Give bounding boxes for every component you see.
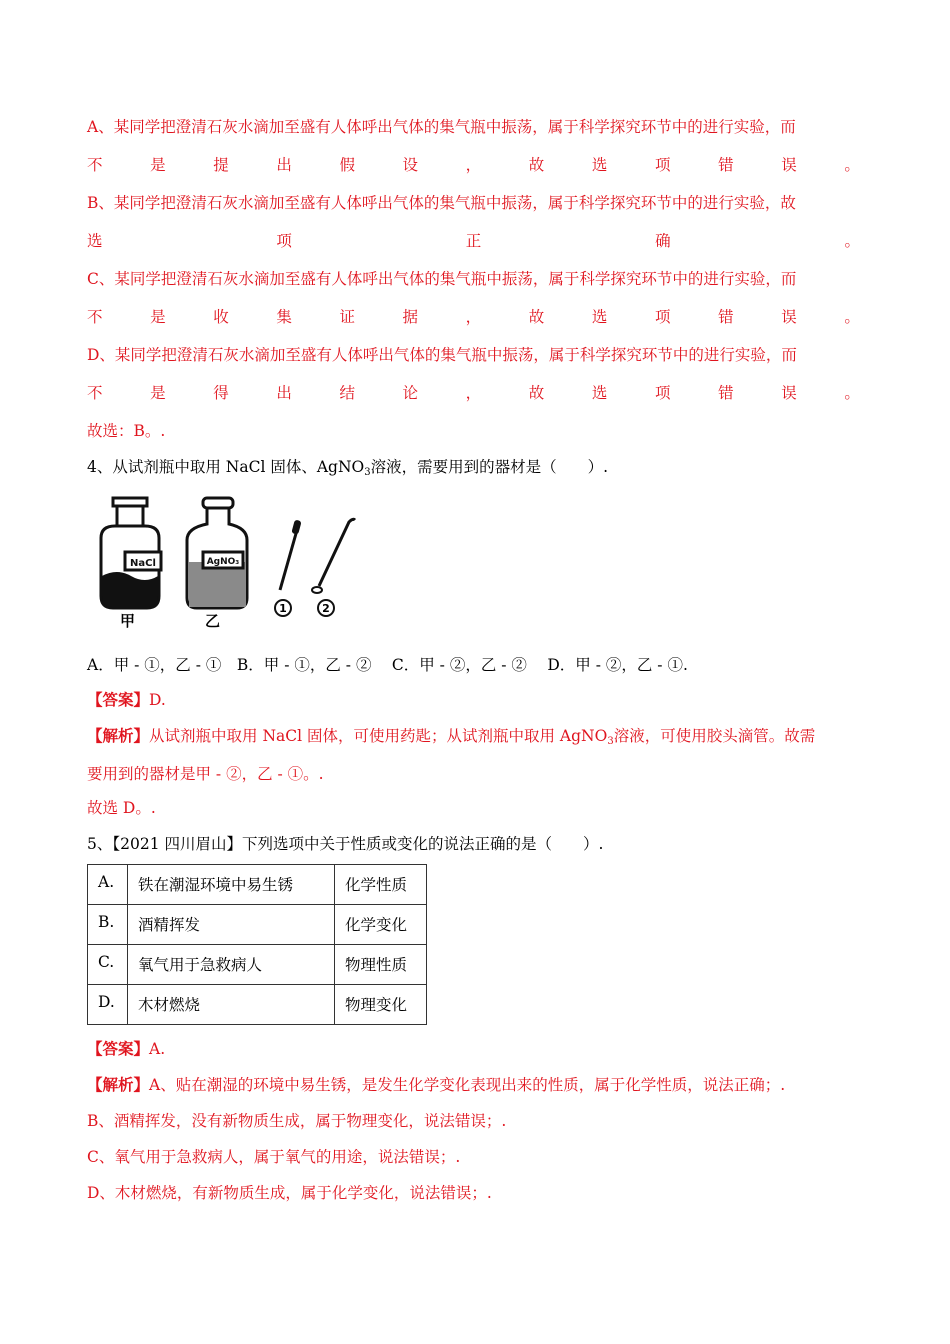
q4-answer: 【答案】D.	[87, 690, 166, 709]
q3-option-d-line1: D、某同学把澄清石灰水滴加至盛有人体呼出气体的集气瓶中振荡，属于科学探究环节中的进行实验，而	[87, 346, 797, 364]
q5-answer: 【答案】A.	[87, 1039, 166, 1058]
table-row: B. 酒精挥发 化学变化	[88, 905, 427, 945]
q3-option-b-line1: B、某同学把澄清石灰水滴加至盛有人体呼出气体的集气瓶中振荡，属于科学探究环节中的进行实验，故	[87, 194, 796, 212]
q4-conclusion: 故选 D。.	[87, 799, 156, 817]
analysis-tag: 【解析】	[87, 1075, 150, 1094]
svg-text:NaCl: NaCl	[130, 558, 156, 569]
q4-stem: 4、从试剂瓶中取用 NaCl 固体、AgNO$_3$溶液，需要用到的器材是（ ）.	[87, 458, 609, 478]
svg-text:1: 1	[279, 602, 287, 615]
q3-option-c-line1: C、某同学把澄清石灰水滴加至盛有人体呼出气体的集气瓶中振荡，属于科学探究环节中的进行实验，而	[87, 270, 797, 288]
table-row: D. 木材燃烧 物理变化	[88, 985, 427, 1025]
analysis-tag: 【解析】	[87, 726, 150, 745]
q4-analysis-line2: 要用到的器材是甲 - ②，乙 - ①。.	[87, 765, 324, 783]
q3-option-c-line2: 不 是 收 集 证 据 ， 故 选 项 错 误 。	[87, 308, 860, 326]
bottle-jia-caption: 甲	[120, 612, 136, 630]
table-row: A. 铁在潮湿环境中易生锈 化学性质	[88, 865, 427, 905]
q4-apparatus-figure	[87, 490, 362, 635]
bottle-yi-caption: 乙	[205, 612, 221, 630]
q3-option-a-line1: A、某同学把澄清石灰水滴加至盛有人体呼出气体的集气瓶中振荡，属于科学探究环节中的进行实验，而	[87, 118, 796, 136]
q5-options-table	[87, 864, 427, 1025]
q5-stem: 5、【2021 四川眉山】下列选项中关于性质或变化的说法正确的是（ ）.	[87, 835, 604, 853]
spatula-icon	[312, 519, 355, 616]
q3-option-b-line2: 选 项 正 确 。	[87, 232, 860, 250]
q3-option-a-line2: 不 是 提 出 假 设 ， 故 选 项 错 误 。	[87, 156, 860, 174]
q3-option-d-line2: 不 是 得 出 结 论 ， 故 选 项 错 误 。	[87, 384, 860, 402]
table-row: C. 氧气用于急救病人 物理性质	[88, 945, 427, 985]
bottle-jia-icon	[101, 498, 161, 608]
q5-analysis-line3: C、氧气用于急救病人，属于氧气的用途，说法错误；.	[87, 1148, 461, 1166]
answer-tag: 【答案】	[87, 690, 150, 709]
bottle-yi-icon	[187, 498, 247, 608]
q4-analysis-line1: 【解析】从试剂瓶中取用 NaCl 固体，可使用药匙；从试剂瓶中取用 AgNO$_3$溶液，可使用胶头滴管。故需	[87, 726, 816, 747]
svg-text:AgNO₃: AgNO₃	[206, 557, 240, 567]
dropper-icon	[275, 519, 302, 616]
answer-tag: 【答案】	[87, 1039, 150, 1058]
svg-text:2: 2	[322, 602, 330, 615]
q5-analysis-line1: 【解析】A、贴在潮湿的环境中易生锈，是发生化学变化表现出来的性质，属于化学性质，说法正确；.	[87, 1075, 786, 1094]
q4-options: A．甲 - ①，乙 - ① B．甲 - ①，乙 - ② C．甲 - ②，乙 - ② D．甲 - ②，乙 - ①.	[87, 656, 688, 674]
q5-analysis-line2: B、酒精挥发，没有新物质生成，属于物理变化，说法错误；.	[87, 1112, 507, 1130]
q3-conclusion: 故选：B。.	[87, 422, 166, 440]
q5-analysis-line4: D、木材燃烧，有新物质生成，属于化学变化，说法错误；.	[87, 1184, 492, 1202]
